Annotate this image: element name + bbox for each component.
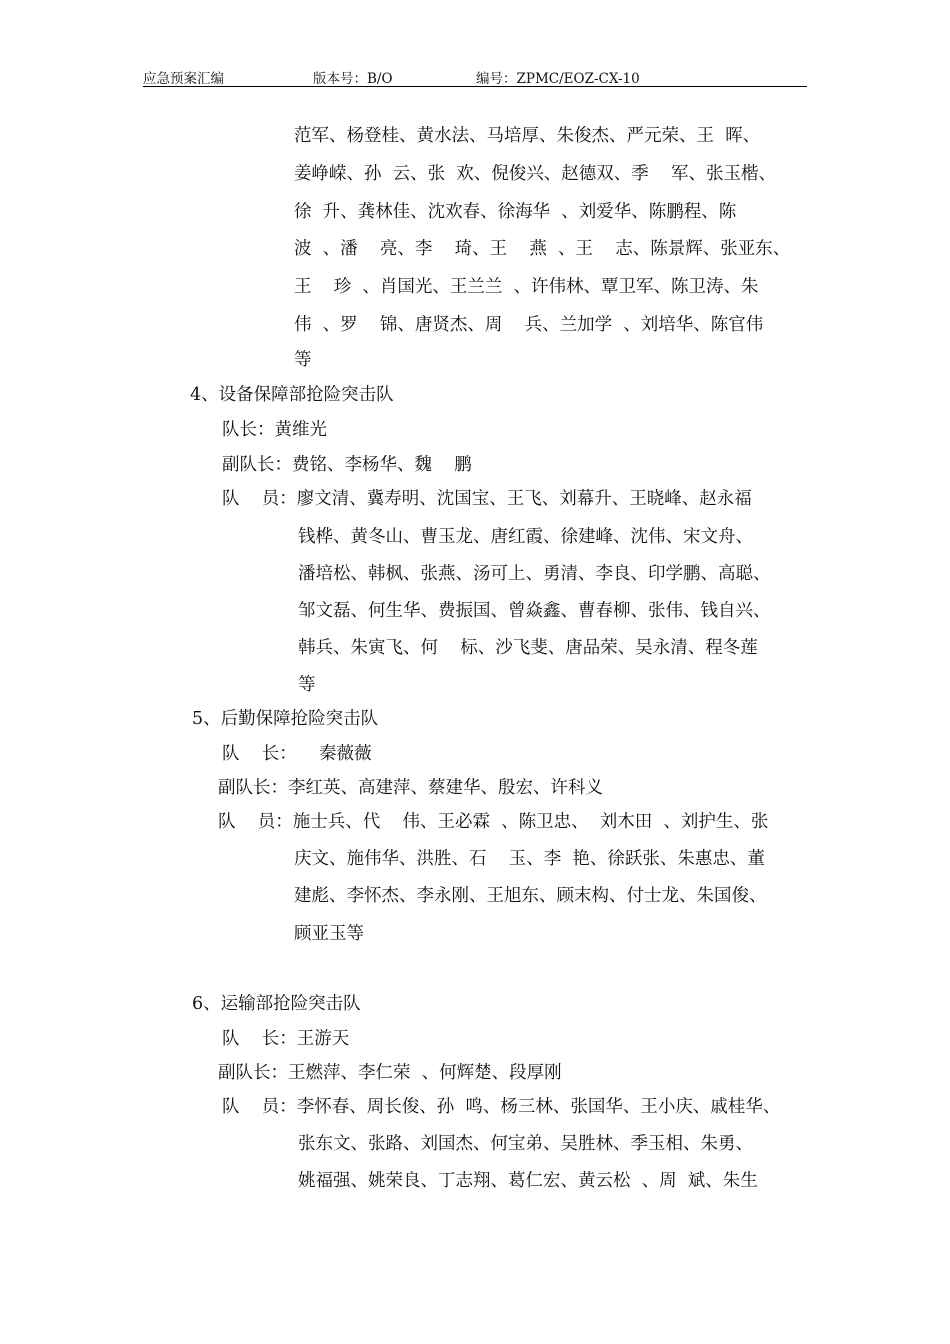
team6-title: 6、运输部抢险突击队: [192, 994, 361, 1014]
header-title: 应急预案汇编: [143, 71, 224, 87]
team6-members: 队 员：李怀春、周长俊、孙 鸣、杨三林、张国华、王小庆、戚桂华、: [222, 1097, 781, 1117]
team6-member-line: 张东文、张路、刘国杰、何宝弟、吴胜林、季玉相、朱勇、: [298, 1134, 753, 1154]
team3-member-line: 王 珍 、肖国光、王兰兰 、许伟林、覃卫军、陈卫涛、朱: [294, 277, 759, 297]
team5-members: 队 员：施士兵、代 伟、王必霖 、陈卫忠、 刘木田 、刘护生、张: [218, 812, 769, 832]
team5-member-line: 顾亚玉等: [294, 924, 364, 944]
header-code: 编号：ZPMC/EOZ-CX-10: [476, 71, 640, 87]
team5-leader: 队 长： 秦薇薇: [222, 744, 372, 764]
team4-member-line: 钱桦、黄冬山、曹玉龙、唐红霞、徐建峰、沈伟、宋文舟、: [298, 527, 753, 547]
team5-member-line: 庆文、施伟华、洪胜、石 玉、李 艳、徐跃张、朱惠忠、董: [294, 849, 765, 869]
team3-member-line: 姜峥嵘、孙 云、张 欢、倪俊兴、赵德双、季 军、张玉楷、: [294, 164, 777, 184]
team3-member-line: 范军、杨登桂、黄水法、马培厚、朱俊杰、严元荣、王 晖、: [294, 126, 761, 146]
team3-member-line: 徐 升、龚林佳、沈欢春、徐海华 、刘爱华、陈鹏程、陈: [294, 202, 737, 222]
team4-deputy: 副队长：费铭、李杨华、魏 鹏: [222, 455, 472, 475]
header-version: 版本号：B/O: [313, 71, 393, 87]
team6-leader: 队 长：王游天: [222, 1029, 350, 1049]
team3-member-line: 等: [294, 350, 312, 370]
team4-member-line: 邹文磊、何生华、费振国、曾焱鑫、曹春柳、张伟、钱自兴、: [298, 601, 771, 621]
team4-member-line: 等: [298, 675, 316, 695]
team4-member-line: 潘培松、韩枫、张燕、汤可上、勇清、李良、印学鹏、高聪、: [298, 564, 771, 584]
team4-members: 队 员：廖文清、冀寿明、沈国宝、王飞、刘幕升、王晓峰、赵永福: [222, 489, 752, 509]
team6-deputy: 副队长：王燃萍、李仁荣 、何辉楚、段厚刚: [218, 1063, 562, 1083]
team5-title: 5、后勤保障抢险突击队: [192, 709, 379, 729]
team3-member-line: 伟 、罗 锦、唐贤杰、周 兵、兰加学 、刘培华、陈官伟: [294, 315, 764, 335]
team6-member-line: 姚福强、姚荣良、丁志翔、葛仁宏、黄云松 、周 斌、朱生: [298, 1171, 758, 1191]
team3-member-line: 波 、潘 亮、李 琦、王 燕 、王 志、陈景辉、张亚东、: [294, 239, 791, 259]
page-header: [143, 66, 807, 87]
team4-leader: 队长：黄维光: [222, 420, 327, 440]
team4-member-line: 韩兵、朱寅飞、何 标、沙飞斐、唐品荣、吴永清、程冬莲: [298, 638, 758, 658]
team5-deputy: 副队长：李红英、高建萍、蔡建华、殷宏、许科义: [218, 778, 603, 798]
team5-member-line: 建彪、李怀杰、李永刚、王旭东、顾末构、付士龙、朱国俊、: [294, 886, 767, 906]
team4-title: 4、设备保障部抢险突击队: [190, 385, 394, 405]
